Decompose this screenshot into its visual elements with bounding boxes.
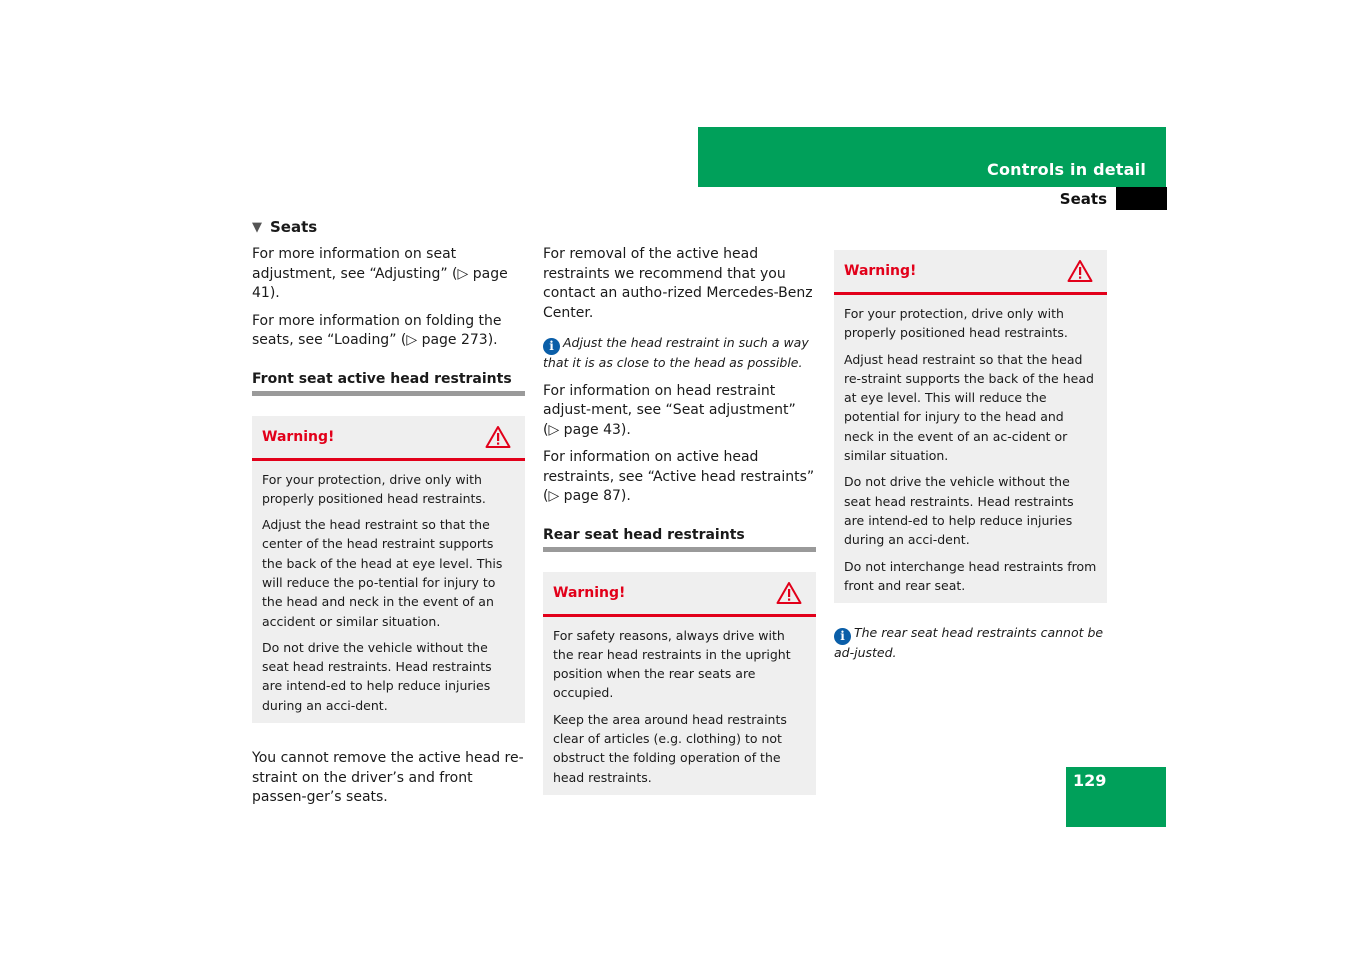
section-title: [252, 218, 525, 236]
warning-triangle-icon: [1067, 259, 1093, 283]
warning-text: Adjust the head restraint so that the center of the head restraint supports the back of the head at eye level. This will reduce the po-tential for injury to the head and neck in the event of an accident or similar situation.: [262, 517, 503, 629]
warning-text: For your protection, drive only with properly positioned head restraints.: [262, 471, 486, 506]
paragraph: For information on head restraint adjust-ment, see “Seat adjustment” (▷ page 43).: [543, 382, 796, 438]
column-1: [252, 218, 525, 816]
section-marker: [1116, 187, 1167, 210]
warning-triangle-icon: [776, 581, 802, 605]
warning-text: Do not drive the vehicle without the seat head restraints. Head restraints are intend-ed to help reduce injuries during an acci-dent.: [844, 474, 1074, 548]
subheading: Rear seat head restraints: [543, 527, 816, 552]
warning-text: Adjust head restraint so that the head re-straint supports the back of the head at eye level. This will reduce the potential for injury to the head and neck in the event of an ac-cident or similar situation.: [844, 351, 1094, 464]
paragraph: You cannot remove the active head re-straint on the driver’s and front passen-ger’s seats.: [252, 750, 524, 806]
info-note: [834, 625, 1107, 662]
warning-box: [543, 572, 816, 795]
info-note: [543, 335, 816, 372]
chapter-header-bar: [698, 127, 1166, 187]
warning-text: Do not drive the vehicle without the seat head restraints. Head restraints are intend-ed to help reduce injuries during an acci-dent.: [262, 639, 492, 713]
section-header-title: Seats: [1059, 190, 1107, 208]
column-2: [543, 245, 816, 803]
warning-triangle-icon: [485, 425, 511, 449]
warning-body: [252, 461, 525, 724]
paragraph: For more information on seat adjustment, see “Adjusting” (▷ page 41).: [252, 246, 508, 301]
warning-header: [252, 416, 525, 461]
warning-box: [252, 416, 525, 724]
column-3: [834, 250, 1107, 672]
warning-label: Warning!: [553, 584, 626, 601]
warning-header: [543, 572, 816, 617]
triangle-down-icon: ▼: [252, 219, 262, 235]
warning-header: [834, 250, 1107, 295]
subheading: Front seat active head restraints: [252, 371, 525, 396]
info-icon: i: [543, 338, 560, 355]
warning-body: [543, 617, 816, 795]
info-note-text: The rear seat head restraints cannot be ad-justed.: [834, 625, 1104, 661]
section-title-text: Seats: [270, 218, 318, 236]
warning-text: Keep the area around head restraints clear of articles (e.g. clothing) to not obstruct the folding operation of the head restraints.: [553, 711, 787, 785]
warning-text: For safety reasons, always drive with the rear head restraints in the upright position when the rear seats are occupied.: [553, 627, 791, 701]
warning-label: Warning!: [844, 263, 917, 279]
warning-text: For your protection, drive only with properly positioned head restraints.: [844, 306, 1068, 341]
info-icon: i: [834, 628, 851, 645]
warning-text: Do not interchange head restraints from front and rear seat.: [844, 558, 1097, 593]
warning-box: [834, 250, 1107, 603]
paragraph: For information on active head restraints, see “Active head restraints” (▷ page 87).: [543, 449, 815, 504]
chapter-title: Controls in detail: [987, 160, 1146, 179]
paragraph: For more information on folding the seats, see “Loading” (▷ page 273).: [252, 312, 502, 348]
info-note-text: Adjust the head restraint in such a way that it is as close to the head as possible.: [543, 335, 809, 370]
page-number: 129: [1073, 771, 1107, 790]
paragraph: For removal of the active head restraints we recommend that you contact an autho-rized Mercedes-Benz Center.: [543, 246, 813, 321]
page-number-box: [1066, 767, 1166, 827]
warning-body: [834, 295, 1107, 603]
warning-label: Warning!: [262, 428, 335, 445]
